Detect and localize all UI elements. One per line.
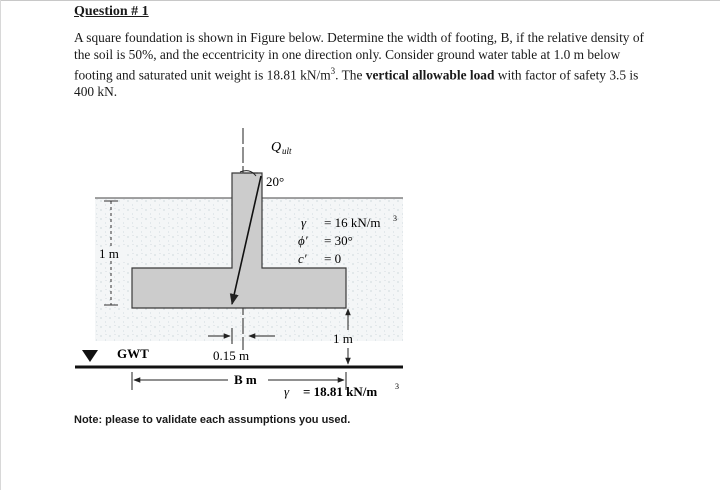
question-text-sup: 3 — [330, 66, 336, 77]
question-title: Question # 1 — [74, 4, 149, 19]
gamma-symbol: γ — [301, 215, 307, 230]
eccentricity-label: 0.15 m — [213, 348, 250, 363]
gamma-sat-symbol: γ — [284, 384, 290, 399]
c-symbol: c′ — [298, 251, 307, 266]
load-label: Q — [271, 140, 282, 155]
angle-label: 20° — [266, 174, 285, 189]
question-text-bold: vertical allowable load — [365, 67, 495, 83]
note-text: Note: please to validate each assumptions you used. — [74, 414, 351, 426]
gwt-label: GWT — [117, 346, 149, 361]
c-value: = 0 — [324, 251, 342, 266]
load-sub: ult — [282, 146, 292, 156]
water-depth-label: 1 m — [333, 331, 353, 346]
question-text-part1: A square foundation is shown in Figure below. Determine the width of footing, B, if the relative density of the soil is 50%, and the eccentricity in one direction only. Consider ground water table at 1.0 m below footing and saturated unit weight is 18.81 kN/m — [74, 30, 644, 83]
question-text-part2: . The — [335, 67, 366, 83]
phi-value: = 30° — [324, 233, 353, 248]
question-text-part3: with factor of safety 3.5 is 400 kN. — [74, 67, 639, 100]
width-label: B m — [234, 372, 257, 387]
gamma-sat-sup: 3 — [395, 382, 399, 391]
depth-label: 1 m — [99, 246, 119, 261]
gamma-sat-value: = 18.81 kN/m — [303, 384, 378, 399]
gamma-sup: 3 — [393, 214, 397, 223]
gamma-value: = 16 kN/m — [324, 215, 381, 230]
gwt-symbol-icon — [82, 350, 98, 362]
phi-symbol: ϕ′ — [298, 233, 308, 248]
